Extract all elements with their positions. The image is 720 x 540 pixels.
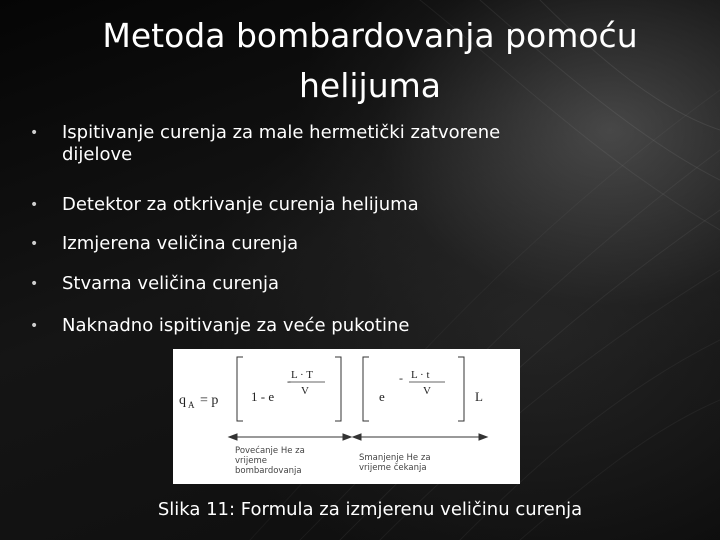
bullet-text-line: Stvarna veličina curenja [62,273,280,294]
formula-lhs: q [179,393,186,408]
bullet-text-line: Detektor za otkrivanje curenja helijuma [62,194,419,215]
bullet-dot-icon: • [30,276,39,292]
bullet-item [30,273,662,295]
bullet-text-line: Ispitivanje curenja za male hermetički zatvorene [62,122,501,143]
formula-exp1-denominator: V [301,385,309,397]
right-bracket-2 [458,357,464,421]
figure-label-right [359,453,431,473]
bullet-text-line: Izmjerena veličina curenja [62,233,299,254]
figure-label-left-line: bombardovanja [235,466,302,476]
formula-lhs-sub: A [188,400,195,410]
slide-title-line-1: Metoda bombardovanja pomoću [102,16,638,55]
bullet-text-line: dijelove [62,144,133,165]
bullet-dot-icon: • [30,197,39,213]
formula-minus-sign: - [287,374,291,388]
formula-trailing-l: L [475,389,483,404]
slide-title-line-2: helijuma [298,66,441,105]
figure-label-left-line: vrijeme [235,456,267,466]
bullet-item [30,315,662,337]
formula-exp2-denominator: V [423,385,431,397]
figure-label-left-line: Povećanje He za [235,446,305,456]
right-bracket-1 [335,357,341,421]
formula-exp1-numerator: L · T [291,369,313,381]
formula-minus-sign-2: - [399,371,403,385]
formula-diagram [173,349,520,484]
left-bracket-1 [237,357,243,421]
bullet-item [30,233,662,255]
bullet-dot-icon: • [30,236,39,252]
formula-exp2-numerator: L · t [411,369,430,381]
figure-label-left [235,446,305,476]
figure-label-right-line: vrijeme čekanja [359,463,427,473]
bullet-item [30,122,662,166]
formula-equals-p: = p [200,393,219,408]
bullet-dot-icon: • [30,125,39,141]
formula-figure [173,349,520,484]
range-arrows [229,434,487,440]
bullet-text-line: Naknadno ispitivanje za veće pukotine [62,315,410,336]
figure-caption: Slika 11: Formula za izmjerenu veličinu curenja [157,499,583,520]
formula-one-minus-e: 1 - e [251,389,275,404]
bullet-dot-icon: • [30,318,39,334]
figure-label-right-line: Smanjenje He za [359,453,431,463]
formula-e: e [379,389,385,404]
bullet-item [30,194,662,216]
left-bracket-2 [363,357,369,421]
